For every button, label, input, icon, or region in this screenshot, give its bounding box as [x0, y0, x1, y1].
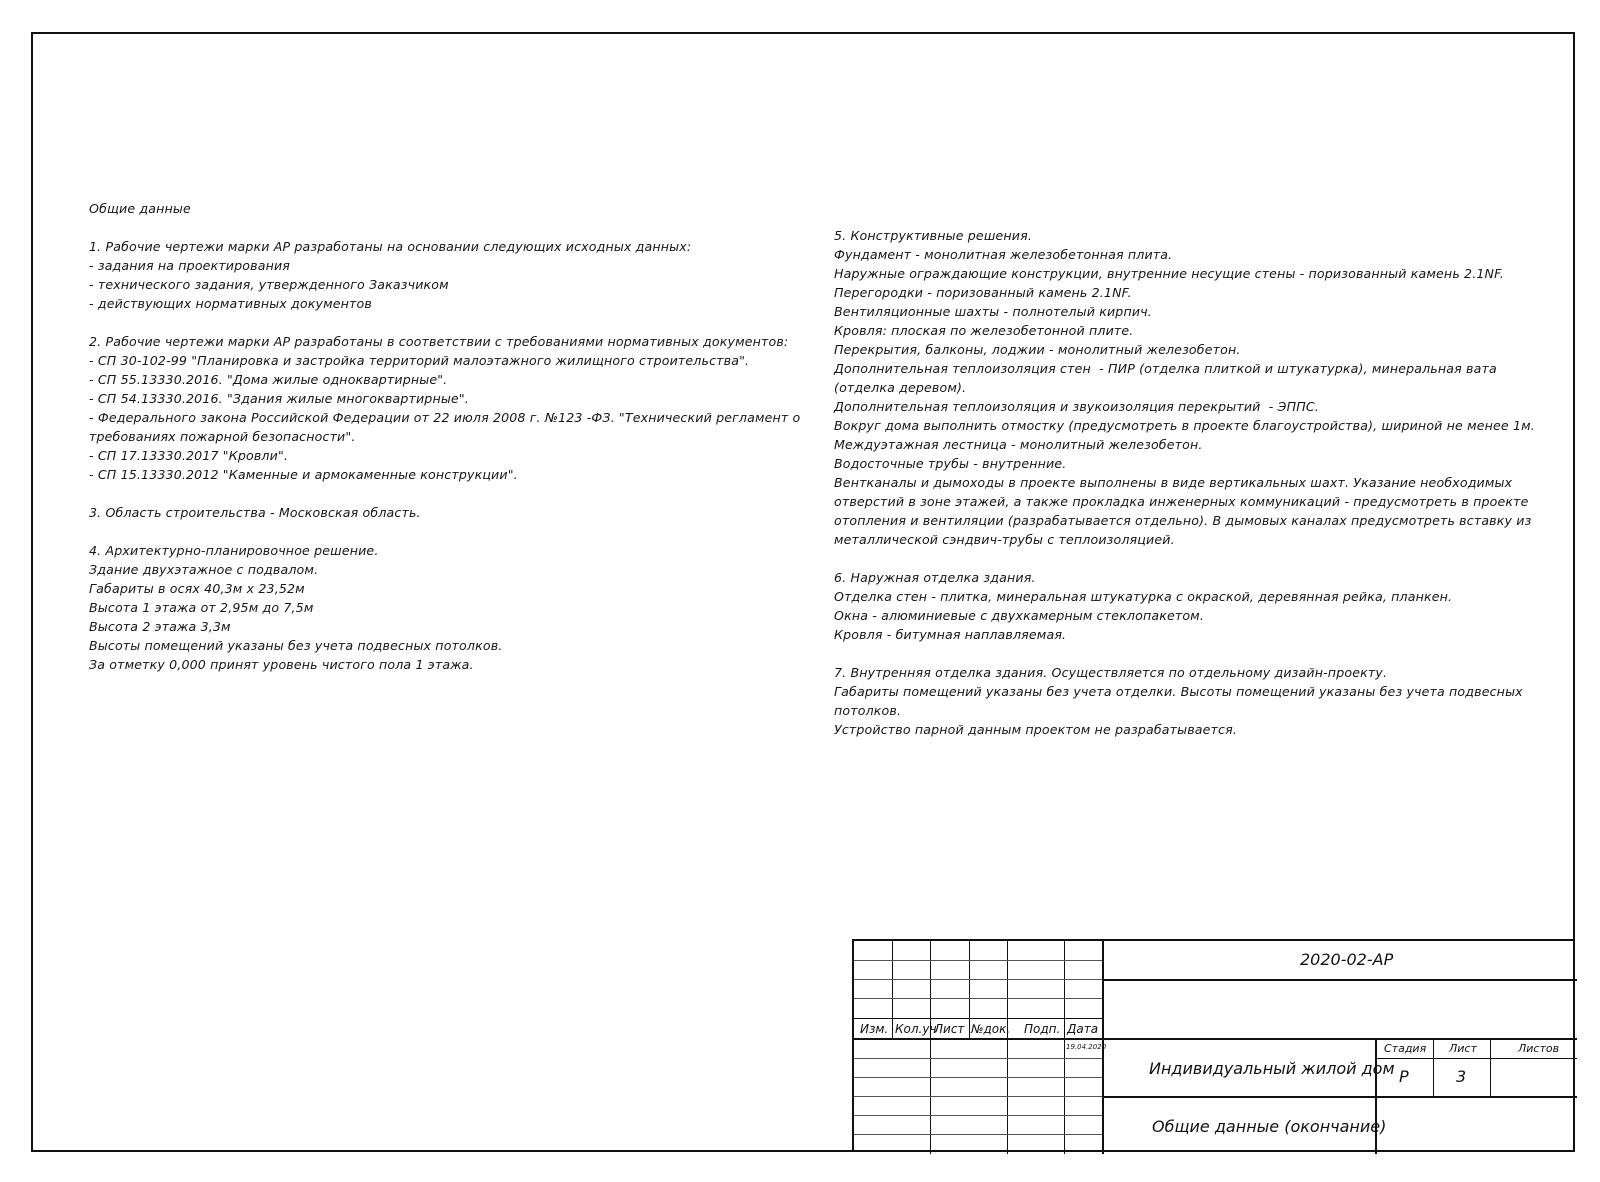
note-line: 6. Наружная отделка здания.: [834, 570, 1036, 585]
stage-value: Р: [1399, 1067, 1409, 1086]
note-spacer: [89, 484, 779, 503]
note-line: 5. Конструктивные решения.: [834, 228, 1032, 243]
note-line: - технического задания, утвержденного Заказчиком: [89, 277, 449, 292]
document-code: 2020-02-АР: [1300, 950, 1394, 969]
date-value: 19.04.2020: [1066, 1043, 1107, 1051]
note-line: 4. Архитектурно-планировочное решение.: [89, 543, 379, 558]
note-line: потолков.: [834, 703, 902, 718]
general-notes-right: [834, 226, 1535, 739]
sheet-number: 3: [1456, 1067, 1467, 1086]
note-line: Кровля: плоская по железобетонной плите.: [834, 323, 1134, 338]
note-line: Высота 1 этажа от 2,95м до 7,5м: [89, 600, 314, 615]
col-header-data: Дата: [1067, 1022, 1099, 1036]
note-line: За отметку 0,000 принят уровень чистого пола 1 этажа.: [89, 657, 474, 672]
note-line: - действующих нормативных документов: [89, 296, 372, 311]
note-line: - СП 55.13330.2016. "Дома жилые одноквартирные".: [89, 372, 448, 387]
note-line: - СП 54.13330.2016. "Здания жилые многоквартирные".: [89, 391, 469, 406]
col-header-izm: Изм.: [860, 1022, 889, 1036]
note-line: отверстий в зоне этажей, а также прокладка инженерных коммуникаций - предусмотреть в проекте: [834, 494, 1529, 509]
note-line: Вентканалы и дымоходы в проекте выполнены в виде вертикальных шахт. Указание необходимых: [834, 475, 1513, 490]
col-header-podp: Подп.: [1024, 1022, 1061, 1036]
note-line: Перекрытия, балконы, лоджии - монолитный железобетон.: [834, 342, 1241, 357]
note-line: Вокруг дома выполнить отмостку (предусмотреть в проекте благоустройства), шириной не менее 1м.: [834, 418, 1535, 433]
title-block: [852, 939, 1575, 1152]
note-line: отопления и вентиляции (разрабатывается отдельно). В дымовых каналах предусмотреть вставку из: [834, 513, 1532, 528]
note-line: Габариты в осях 40,3м х 23,52м: [89, 581, 305, 596]
note-line: Высоты помещений указаны без учета подвесных потолков.: [89, 638, 503, 653]
note-spacer: [89, 218, 779, 237]
note-line: - задания на проектирования: [89, 258, 291, 273]
note-line: - СП 15.13330.2012 "Каменные и армокаменные конструкции".: [89, 467, 518, 482]
note-line: Дополнительная теплоизоляция и звукоизоляция перекрытий - ЭППС.: [834, 399, 1319, 414]
note-line: Фундамент - монолитная железобетонная плита.: [834, 247, 1173, 262]
col-header-n-dok: №док.: [971, 1022, 1011, 1036]
note-line: Кровля - битумная наплавляемая.: [834, 627, 1067, 642]
stage-label: Стадия: [1384, 1042, 1427, 1055]
note-line: Габариты помещений указаны без учета отделки. Высоты помещений указаны без учета подвесных: [834, 684, 1523, 699]
note-line: - Федерального закона Российской Федерации от 22 июля 2008 г. №123 -ФЗ. "Технический регламент о: [89, 410, 801, 425]
project-name: Индивидуальный жилой дом: [1149, 1059, 1395, 1078]
note-line: (отделка деревом).: [834, 380, 967, 395]
note-line: Общие данные: [89, 201, 191, 216]
note-line: Устройство парной данным проектом не разрабатывается.: [834, 722, 1237, 737]
note-line: Междуэтажная лестница - монолитный железобетон.: [834, 437, 1203, 452]
note-line: Наружные ограждающие конструкции, внутренние несущие стены - поризованный камень 2.1NF.: [834, 266, 1505, 281]
note-spacer: [89, 522, 779, 541]
note-line: Окна - алюминиевые с двухкамерным стеклопакетом.: [834, 608, 1204, 623]
sheet-title: Общие данные (окончание): [1152, 1117, 1387, 1136]
sheet-label: Лист: [1449, 1042, 1477, 1055]
note-line: 1. Рабочие чертежи марки АР разработаны на основании следующих исходных данных:: [89, 239, 692, 254]
note-line: Водосточные трубы - внутренние.: [834, 456, 1067, 471]
note-line: Дополнительная теплоизоляция стен - ПИР (отделка плиткой и штукатурка), минеральная вата: [834, 361, 1497, 376]
note-line: - СП 30-102-99 "Планировка и застройка территорий малоэтажного жилищного строительства".: [89, 353, 750, 368]
note-line: 2. Рабочие чертежи марки АР разработаны в соответствии с требованиями нормативных документов:: [89, 334, 789, 349]
sheets-label: Листов: [1518, 1042, 1560, 1055]
note-line: требованиях пожарной безопасности".: [89, 429, 356, 444]
col-header-kol-uch: Кол.уч: [895, 1022, 937, 1036]
note-spacer: [89, 313, 779, 332]
col-header-list: Лист: [934, 1022, 965, 1036]
note-line: 7. Внутренняя отделка здания. Осуществляется по отдельному дизайн-проекту.: [834, 665, 1388, 680]
general-notes-left: [89, 199, 801, 674]
note-line: Перегородки - поризованный камень 2.1NF.: [834, 285, 1132, 300]
note-line: Здание двухэтажное с подвалом.: [89, 562, 319, 577]
note-line: металлической сэндвич-трубы с теплоизоляцией.: [834, 532, 1175, 547]
note-line: Вентиляционные шахты - полнотелый кирпич.: [834, 304, 1152, 319]
note-spacer: [834, 644, 1524, 663]
note-line: Высота 2 этажа 3,3м: [89, 619, 231, 634]
note-line: Отделка стен - плитка, минеральная штукатурка с окраской, деревянная рейка, планкен.: [834, 589, 1453, 604]
note-line: - СП 17.13330.2017 "Кровли".: [89, 448, 289, 463]
note-spacer: [834, 549, 1524, 568]
note-line: 3. Область строительства - Московская область.: [89, 505, 421, 520]
